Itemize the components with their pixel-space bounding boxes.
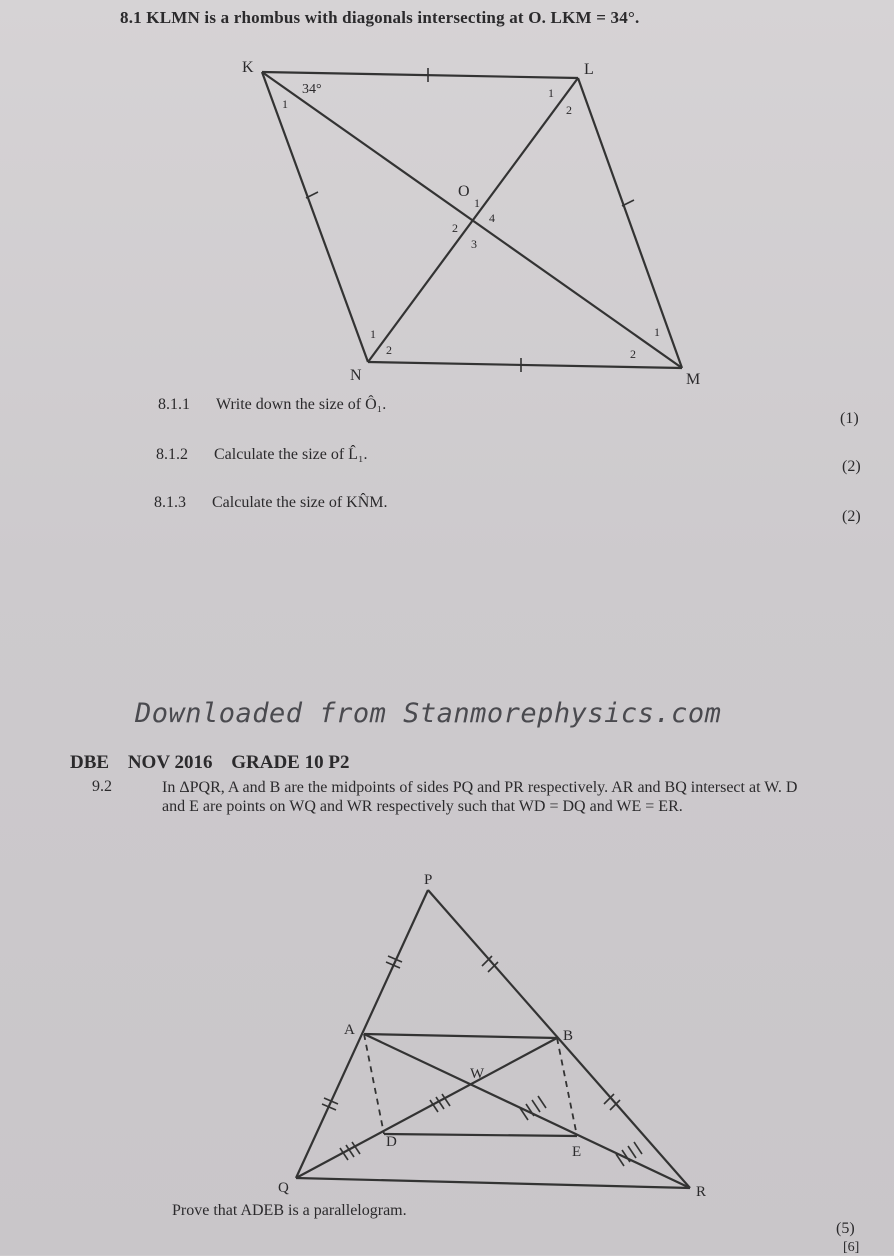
question-number: 8.1.1 [158, 396, 190, 413]
label-o: O [458, 183, 470, 200]
angle-o4: 4 [489, 211, 495, 225]
label-e: E [572, 1144, 582, 1160]
marks-8-1-3: (2) [842, 508, 861, 525]
label-b: B [563, 1028, 574, 1044]
marks-8-1-1: (1) [840, 410, 859, 427]
triangle-lines [296, 890, 690, 1188]
angle-o3: 3 [471, 237, 477, 251]
marks-9-2: (5) [836, 1220, 855, 1237]
angle-m2: 2 [630, 347, 636, 361]
label-a: A [344, 1022, 355, 1038]
question-number: 8.1.3 [154, 494, 186, 511]
label-p: P [424, 872, 433, 888]
question-text: Calculate the size of KN̂M. [212, 494, 388, 511]
label-d: D [386, 1134, 397, 1150]
angle-o2: 2 [452, 221, 458, 235]
page-number: [6] [843, 1240, 860, 1255]
angle-m1: 1 [654, 325, 660, 339]
angle-n2: 2 [386, 343, 392, 357]
question-number: 8.1.2 [156, 446, 188, 463]
marks-8-1-2: (2) [842, 458, 861, 475]
question-text: Calculate the size of L̂₁. [214, 446, 368, 463]
question-8-1-heading: 8.1 KLMN is a rhombus with diagonals intersecting at O. LKM = 34°. [120, 8, 640, 27]
header-grade: GRADE 10 P2 [231, 752, 350, 773]
question-9-2-number: 9.2 [92, 778, 112, 795]
download-watermark: Downloaded from Stanmorephysics.com [135, 698, 722, 729]
angle-label-34: 34° [302, 82, 322, 97]
angle-n1: 1 [370, 327, 376, 341]
label-q: Q [278, 1180, 289, 1196]
question-text: Write down the size of Ô₁. [216, 396, 387, 413]
header-dbe: DBE [70, 752, 110, 773]
angle-l1: 1 [548, 86, 554, 100]
label-l: L [584, 61, 594, 78]
label-r: R [696, 1184, 707, 1200]
angle-k1: 1 [282, 97, 288, 111]
label-n: N [350, 367, 362, 384]
header-date: NOV 2016 [127, 752, 213, 773]
angle-l2: 2 [566, 103, 572, 117]
label-m: M [686, 371, 701, 388]
label-k: K [242, 59, 254, 76]
label-w: W [470, 1066, 485, 1082]
question-9-2-text: In ΔPQR, A and B are the midpoints of sides PQ and PR respectively. AR and BQ intersect at W. D and E are points on WQ and WR respectively such that WD = DQ and WE = ER. [162, 779, 798, 815]
angle-o1: 1 [474, 196, 480, 210]
prove-statement: Prove that ADEB is a parallelogram. [172, 1202, 407, 1219]
